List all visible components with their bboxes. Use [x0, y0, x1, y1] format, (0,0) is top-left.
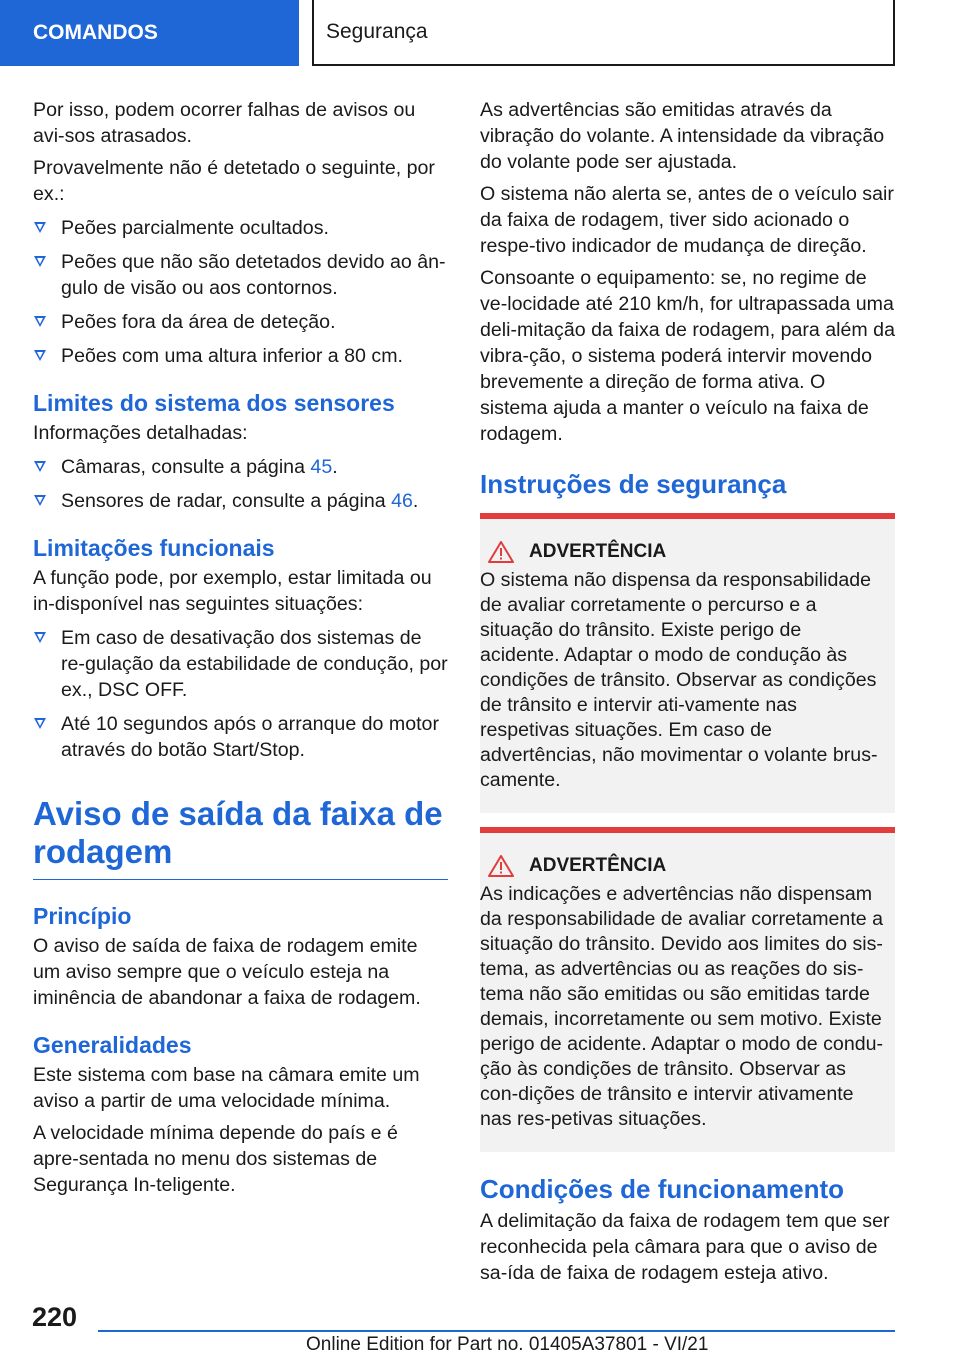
warning-text: As indicações e advertências não dispensam da responsabilidade de avaliar corretamente a situação do trânsito. Devido aos limites do sis-tema, as advertências ou as reações do sis-tema não são emitidas ou são emitidas tarde demais, incorretamente ou sem motivo. Existe perigo de acidente. Adaptar o modo de condu-ção às condições de trânsito. Observar as con-dições de trânsito e intervir ativamente nas res-petivas situações. [480, 883, 884, 1130]
footer-divider [98, 1330, 895, 1332]
list-item-end: . [332, 456, 338, 478]
bullet-list [33, 625, 448, 763]
list-item-text: Peões fora da área de deteção. [61, 311, 336, 333]
paragraph: A função pode, por exemplo, estar limitada ou in-disponível nas seguintes situações: [33, 567, 432, 615]
paragraph: O aviso de saída de faixa de rodagem emite um aviso sempre que o veículo esteja na iminência de abandonar a faixa de rodagem. [33, 935, 421, 1009]
page-link[interactable]: 45 [310, 456, 333, 478]
list-item-text: Em caso de desativação dos sistemas de re-gulação da estabilidade de condução, por ex., DSC OFF. [61, 627, 448, 701]
warning-triangle-icon [488, 541, 514, 563]
paragraph: A delimitação da faixa de rodagem tem que ser reconhecida pela câmara para que o aviso de sa-ída de faixa de rodagem esteja ativo. [480, 1210, 890, 1284]
triangle-bullet-icon [34, 495, 46, 506]
list-item-text: Sensores de radar, consulte a página [61, 490, 392, 512]
paragraph: A velocidade mínima depende do país e é apre-sentada no menu dos sistemas de Segurança In-teligente. [33, 1122, 398, 1196]
paragraph: Informações detalhadas: [33, 422, 248, 444]
triangle-bullet-icon [34, 632, 46, 643]
list-item-text: Peões parcialmente ocultados. [61, 217, 329, 239]
list-item [33, 454, 448, 480]
section-heading: Generalidades [33, 1032, 192, 1058]
warning-title [480, 853, 885, 879]
warning-title-text: ADVERTÊNCIA [529, 541, 667, 562]
chapter-heading: Aviso de saída da faixa de rodagem [33, 795, 448, 880]
bullet-list [33, 454, 448, 514]
footer-edition: Online Edition for Part no. 01405A37801 - VI/21 [306, 1334, 709, 1355]
paragraph: Provavelmente não é detetado o seguinte, por ex.: [33, 157, 435, 205]
right-column [480, 97, 895, 1292]
warning-text: O sistema não dispensa da responsabilidade de avaliar corretamente o percurso e a situação do trânsito. Existe perigo de acidente. Adaptar o modo de condução às condições de trânsito. Observar as condições de trânsito e intervir ati-vamente nas respetivas situações. Em caso de advertências, não movimentar o volante brus-camente. [480, 569, 878, 791]
warning-box [480, 513, 895, 813]
warning-title-text: ADVERTÊNCIA [529, 855, 667, 876]
section-heading: Princípio [33, 903, 132, 929]
paragraph: Consoante o equipamento: se, no regime de ve-locidade até 210 km/h, for ultrapassada uma deli-mitação da faixa de rodagem, para além da vibra-ção, o sistema poderá intervir movendo brevemente a direção de forma ativa. O sistema ajuda a manter o veículo na faixa de rodagem. [480, 267, 895, 445]
paragraph: Por isso, podem ocorrer falhas de avisos ou avi-sos atrasados. [33, 99, 416, 147]
page-header [312, 0, 895, 66]
section-label: COMANDOS [33, 21, 158, 44]
list-item [33, 488, 448, 514]
section-heading: Limites do sistema dos sensores [33, 390, 395, 416]
paragraph: Este sistema com base na câmara emite um aviso a partir de uma velocidade mínima. [33, 1064, 420, 1112]
list-item [33, 625, 448, 703]
left-column [33, 97, 448, 1204]
page-number: 220 [32, 1302, 78, 1332]
section-tab [0, 0, 299, 66]
list-item-text: Câmaras, consulte a página [61, 456, 311, 478]
list-item-text: Peões com uma altura inferior a 80 cm. [61, 345, 403, 367]
list-item-end: . [412, 490, 419, 512]
list-item [33, 309, 448, 335]
page-title: Segurança [326, 20, 428, 43]
warning-box [480, 827, 895, 1152]
list-item [33, 343, 448, 369]
section-heading: Instruções de segurança [480, 469, 787, 499]
list-item [33, 249, 448, 301]
warning-triangle-icon [488, 855, 514, 877]
section-heading: Condições de funcionamento [480, 1174, 845, 1204]
triangle-bullet-icon [34, 461, 46, 472]
triangle-bullet-icon [34, 256, 46, 267]
page-link[interactable]: 46 [391, 490, 413, 512]
list-item [33, 711, 448, 763]
triangle-bullet-icon [34, 718, 46, 729]
triangle-bullet-icon [34, 222, 46, 233]
triangle-bullet-icon [34, 350, 46, 361]
list-item-text: Peões que não são detetados devido ao ân-gulo de visão ou aos contornos. [61, 251, 446, 299]
triangle-bullet-icon [34, 316, 46, 327]
list-item-text: Até 10 segundos após o arranque do motor através do botão Start/Stop. [61, 713, 439, 761]
warning-title [480, 539, 885, 565]
list-item [33, 215, 448, 241]
paragraph: O sistema não alerta se, antes de o veículo sair da faixa de rodagem, tiver sido acionado o respe-tivo indicador de mudança de direção. [480, 183, 894, 257]
bullet-list [33, 215, 448, 369]
section-heading: Limitações funcionais [33, 535, 275, 561]
paragraph: As advertências são emitidas através da vibração do volante. A intensidade da vibração do volante pode ser ajustada. [480, 99, 885, 173]
